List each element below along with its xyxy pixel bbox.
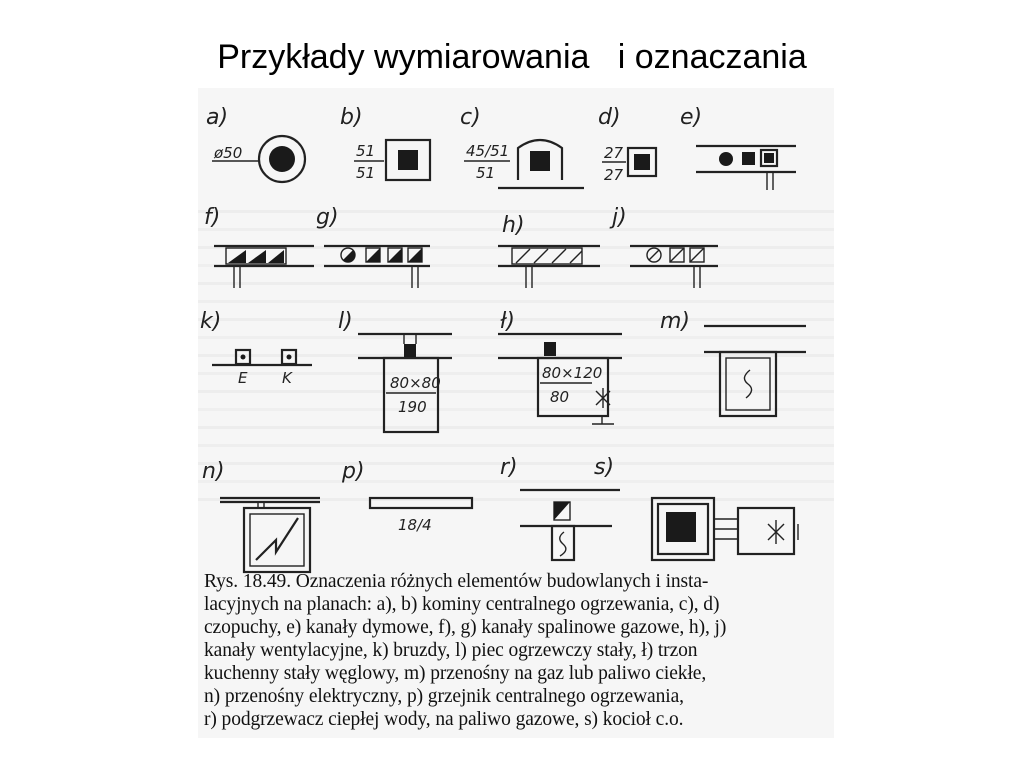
label-s: s) [594, 455, 615, 480]
symbol-a [206, 105, 305, 182]
label-m: m) [660, 309, 691, 334]
symbol-l [338, 309, 452, 432]
symbol-b [340, 105, 430, 182]
label-e: e) [680, 105, 703, 130]
dim-l-stroke-1: 80×120 [542, 364, 603, 382]
symbol-g [316, 205, 430, 288]
dim-d-1: 27 [604, 144, 624, 162]
dim-l-1: 80×80 [390, 374, 441, 392]
dim-l-stroke-2: 80 [550, 388, 570, 406]
symbol-p [341, 459, 472, 534]
label-j: j) [612, 205, 627, 230]
figure-caption: Rys. 18.49. Oznaczenia różnych elementów budowlanych i insta- lacyjnych na planach: a), b) kominy centralnego ogrzewania, c), d) czopuchy, e) kanały dymowe, f), g) kanały spalinowe gazowe, h), j) kanały wentylacyjne, k) bruzdy, l) piec ogrzewczy stały, ł) trzon kuchenny stały węglowy, m) przenośny na gaz lub paliwo ciekłe, n) przenośny elektryczny, p) grzejnik centralnego ogrzewania, r) podgrzewacz ciepłej wody, na paliwo gazowe, s) kocioł c.o. [204, 571, 727, 730]
symbol-d [598, 105, 656, 184]
label-h: h) [502, 213, 525, 238]
label-c: c) [460, 105, 481, 130]
symbol-h [498, 213, 600, 288]
symbol-n [202, 459, 320, 572]
symbol-e [680, 105, 796, 190]
label-l: l) [338, 309, 353, 334]
dim-b-2: 51 [356, 164, 376, 182]
label-d: d) [598, 105, 621, 130]
dim-b-1: 51 [356, 142, 376, 160]
symbol-l-stroke [498, 309, 622, 424]
label-k: k) [200, 309, 222, 334]
dim-k-2: K [282, 369, 292, 387]
dim-l-2: 190 [398, 398, 427, 416]
symbol-c [460, 105, 584, 188]
label-n: n) [202, 459, 225, 484]
dim-p-1: 18/4 [398, 516, 432, 534]
symbol-f [204, 205, 314, 288]
label-b: b) [340, 105, 363, 130]
dim-c-1: 45/51 [466, 142, 510, 160]
label-g: g) [316, 205, 339, 230]
label-a: a) [206, 105, 229, 130]
label-r: r) [500, 455, 518, 480]
label-p: p) [342, 459, 365, 484]
symbol-s [594, 455, 798, 560]
label-l-stroke: ł) [500, 309, 515, 334]
symbol-m [660, 309, 806, 416]
dim-k-1: E [238, 369, 248, 387]
slide-title: Przykłady wymiarowania i oznaczania [217, 38, 807, 76]
dim-c-2: 51 [476, 164, 496, 182]
dim-a-1: ø50 [214, 144, 243, 162]
dim-d-2: 27 [604, 166, 624, 184]
label-f: f) [204, 205, 221, 230]
